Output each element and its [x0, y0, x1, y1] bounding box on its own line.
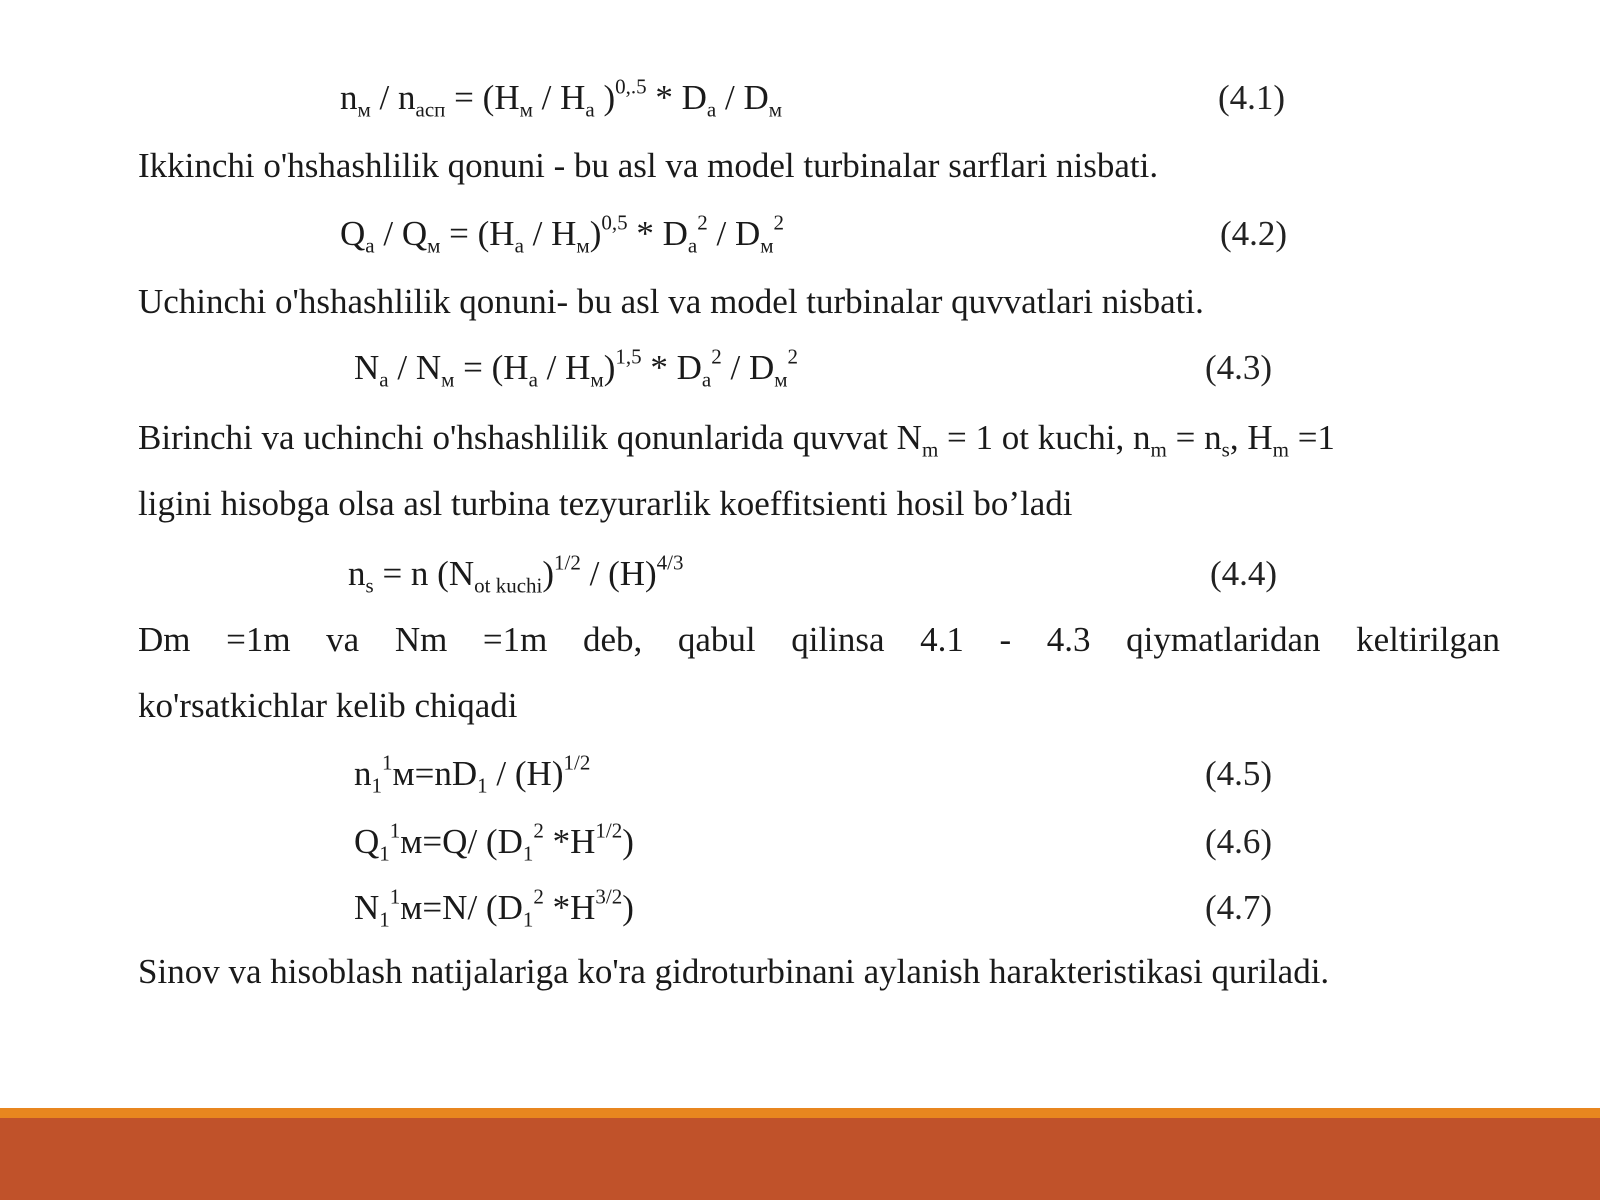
paragraph-first-and-third-laws: Birinchi va uchinchi o'hshashlilik qonunlarida quvvat $N_m = 1$ ot kuchi, $n_m = n_s$, $H_m =1$: [138, 418, 1335, 462]
footer-accent-bar: [0, 1108, 1600, 1118]
equation-number-4-2: (4.2): [1220, 214, 1288, 253]
equation-4-6: $Q_1^1м=Q/$ ($D_1^2$ $*H^{1/2}$): [354, 818, 634, 866]
equation-4-3: $N_a / N_м = (H_a / H_м)^{1,5} * D_a^2 / D_м^2$: [354, 344, 799, 392]
equation-4-7: $N_1^1м=N/$ ($D_1^2$ $*H^{3/2}$): [354, 884, 634, 932]
paragraph-specific-speed: ligini hisobga olsa asl turbina tezyurarlik koeffitsienti hosil bo’ladi: [138, 484, 1073, 523]
paragraph-third-law: Uchinchi o'hshashlilik qonuni- bu asl va model turbinalar quvvatlari nisbati.: [138, 282, 1204, 321]
equation-4-4: $n_s = n$ $(N_{ot kuchi})^{1/2} / (H)^{4/3}$: [348, 550, 684, 598]
equation-number-4-4: (4.4): [1210, 554, 1278, 593]
paragraph-second-law: Ikkinchi o'hshashlilik qonuni - bu asl va model turbinalar sarflari nisbati.: [138, 146, 1159, 185]
equation-number-4-3: (4.3): [1205, 348, 1273, 387]
equation-4-2: $Q_a / Q_м = (H_a / H_м)^{0,5} * D_a^2 / D_м^2$: [340, 210, 785, 258]
equation-number-4-1: (4.1): [1218, 78, 1286, 117]
footer-bar: [0, 1118, 1600, 1200]
paragraph-reduced-quantities: Dm =1m va Nm =1m deb, qabul qilinsa 4.1 - 4.3 qiymatlaridan keltirilgan: [138, 620, 1500, 659]
equation-4-1: $n_м / n_{асп} = (H_м / H_a$ )$^{0,.5} * D_a / D_м$: [340, 74, 783, 122]
equation-number-4-5: (4.5): [1205, 754, 1273, 793]
paragraph-indicators: ko'rsatkichlar kelib chiqadi: [138, 686, 518, 725]
paragraph-characteristic: Sinov va hisoblash natijalariga ko'ra gidroturbinani aylanish harakteristikasi quriladi.: [138, 952, 1330, 991]
equation-number-4-7: (4.7): [1205, 888, 1273, 927]
equation-number-4-6: (4.6): [1205, 822, 1273, 861]
equation-4-5: $n_1^1м=nD_1 / (H)^{1/2}$: [354, 750, 591, 798]
